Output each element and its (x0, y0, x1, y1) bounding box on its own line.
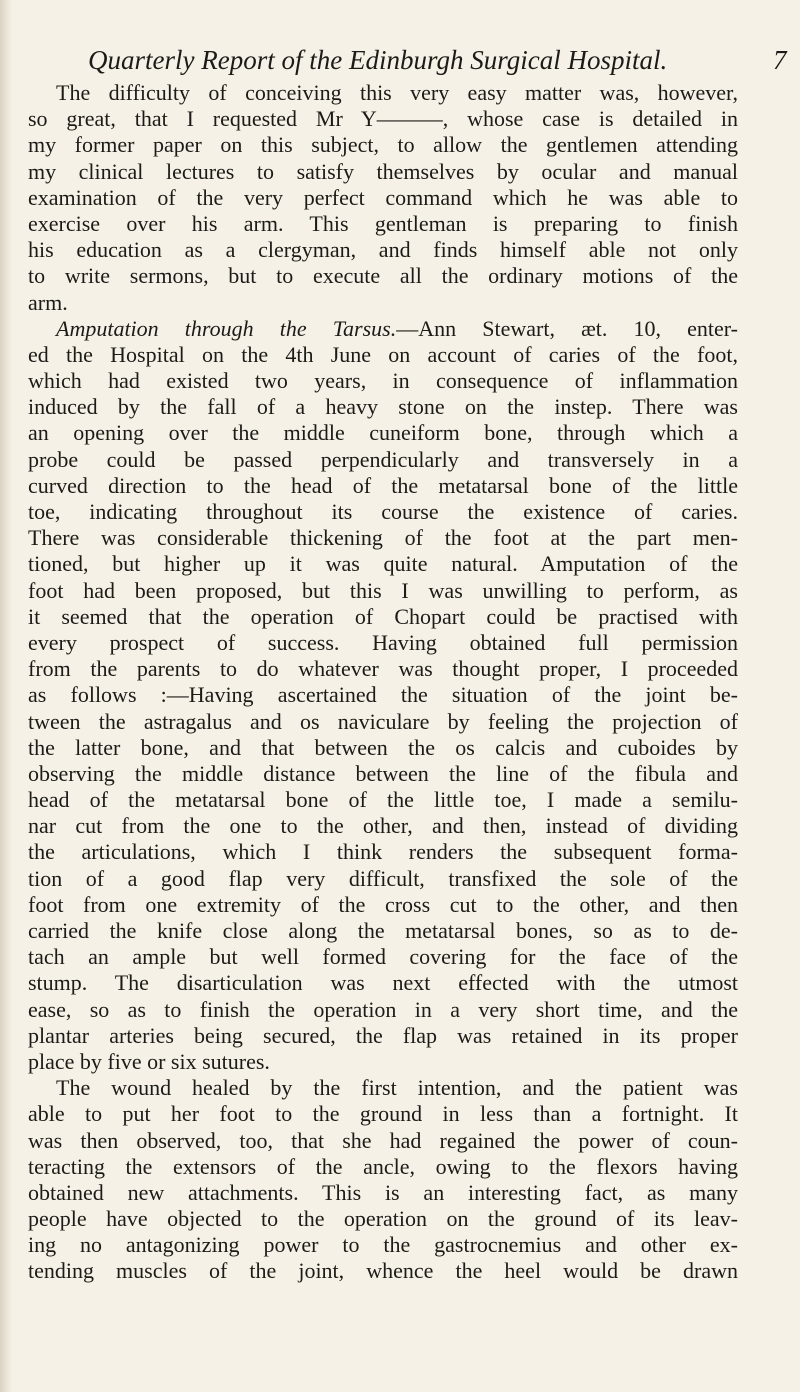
text-line: head of the metatarsal bone of the little toe, I made a semilu- (28, 787, 738, 813)
text-line: my clinical lectures to satisfy themselves by ocular and manual (28, 158, 738, 184)
page-number: 7 (773, 45, 787, 75)
text-line: tion of a good flap very difficult, transfixed the sole of the (28, 865, 738, 891)
section-heading: Amputation through the Tarsus. (56, 315, 397, 341)
text-line: obtained new attachments. This is an interesting fact, as many (28, 1179, 738, 1205)
text-line: my former paper on this subject, to allow the gentlemen attending (28, 132, 738, 158)
text-line: teracting the extensors of the ancle, owing to the flexors having (28, 1153, 738, 1179)
text-line: arm. (28, 289, 68, 315)
running-header (88, 40, 788, 80)
page-gutter-shadow (0, 0, 12, 1392)
text-line: nar cut from the one to the other, and then, instead of dividing (28, 813, 738, 839)
text-line: curved direction to the head of the metatarsal bone of the little (28, 472, 738, 498)
text-line: so great, that I requested Mr Y———, whose case is detailed in (28, 106, 738, 132)
text-line: every prospect of success. Having obtained full permission (28, 629, 738, 655)
text-line: toe, indicating throughout its course the existence of caries. (28, 499, 738, 524)
text-line: induced by the fall of a heavy stone on the instep. There was (28, 394, 738, 420)
running-title: Quarterly Report of the Edinburgh Surgical Hospital. (88, 45, 668, 75)
text-line: The difficulty of conceiving this very easy matter was, however, (56, 80, 738, 105)
body-text (28, 80, 738, 1285)
text-line: tending muscles of the joint, whence the heel would be drawn (28, 1258, 738, 1284)
text-line: the latter bone, and that between the os calcis and cuboides by (28, 734, 738, 760)
text-line: place by five or six sutures. (28, 1048, 270, 1074)
text-line: The wound healed by the first intention, and the patient was (56, 1075, 738, 1101)
text-line: foot from one extremity of the cross cut to the other, and then (28, 891, 738, 917)
text-line: ease, so as to finish the operation in a very short time, and the (28, 996, 738, 1022)
text-line: to write sermons, but to execute all the ordinary motions of the (28, 263, 738, 289)
text-line: an opening over the middle cuneiform bone, through which a (28, 420, 738, 446)
text-line: able to put her foot to the ground in less than a fortnight. It (28, 1101, 738, 1127)
text-line: plantar arteries being secured, the flap was retained in its proper (28, 1022, 738, 1048)
text-line: probe could be passed perpendicularly and transversely in a (28, 446, 738, 472)
text-line: the articulations, which I think renders the subsequent forma- (28, 839, 738, 865)
text-line: people have objected to the operation on the ground of its leav- (28, 1206, 738, 1232)
section-lead: —Ann Stewart, æt. 10, enter- (396, 315, 738, 341)
text-line: exercise over his arm. This gentleman is preparing to finish (28, 210, 738, 236)
text-line: his education as a clergyman, and finds himself able not only (28, 237, 738, 263)
text-line: carried the knife close along the metatarsal bones, so as to de- (28, 918, 738, 943)
text-line: There was considerable thickening of the foot at the part men- (28, 525, 738, 551)
text-line: it seemed that the operation of Chopart could be practised with (28, 603, 738, 629)
text-line: tween the astragalus and os naviculare by feeling the projection of (28, 708, 738, 734)
text-line: tach an ample but well formed covering for the face of the (28, 944, 738, 970)
text-line: was then observed, too, that she had regained the power of coun- (28, 1127, 738, 1153)
text-line: observing the middle distance between the line of the fibula and (28, 760, 738, 786)
section-heading-line (28, 316, 738, 342)
text-line: as follows :—Having ascertained the situation of the joint be- (28, 682, 738, 708)
text-line: which had existed two years, in consequence of inflammation (28, 368, 738, 394)
text-line: ed the Hospital on the 4th June on account of caries of the foot, (28, 341, 738, 367)
text-line: stump. The disarticulation was next effected with the utmost (28, 970, 738, 996)
text-line: examination of the very perfect command which he was able to (28, 184, 738, 210)
text-line: ing no antagonizing power to the gastrocnemius and other ex- (28, 1232, 738, 1258)
text-line: from the parents to do whatever was thought proper, I proceeded (28, 656, 738, 682)
text-line: tioned, but higher up it was quite natural. Amputation of the (28, 551, 738, 577)
text-line: foot had been proposed, but this I was unwilling to perform, as (28, 577, 738, 603)
